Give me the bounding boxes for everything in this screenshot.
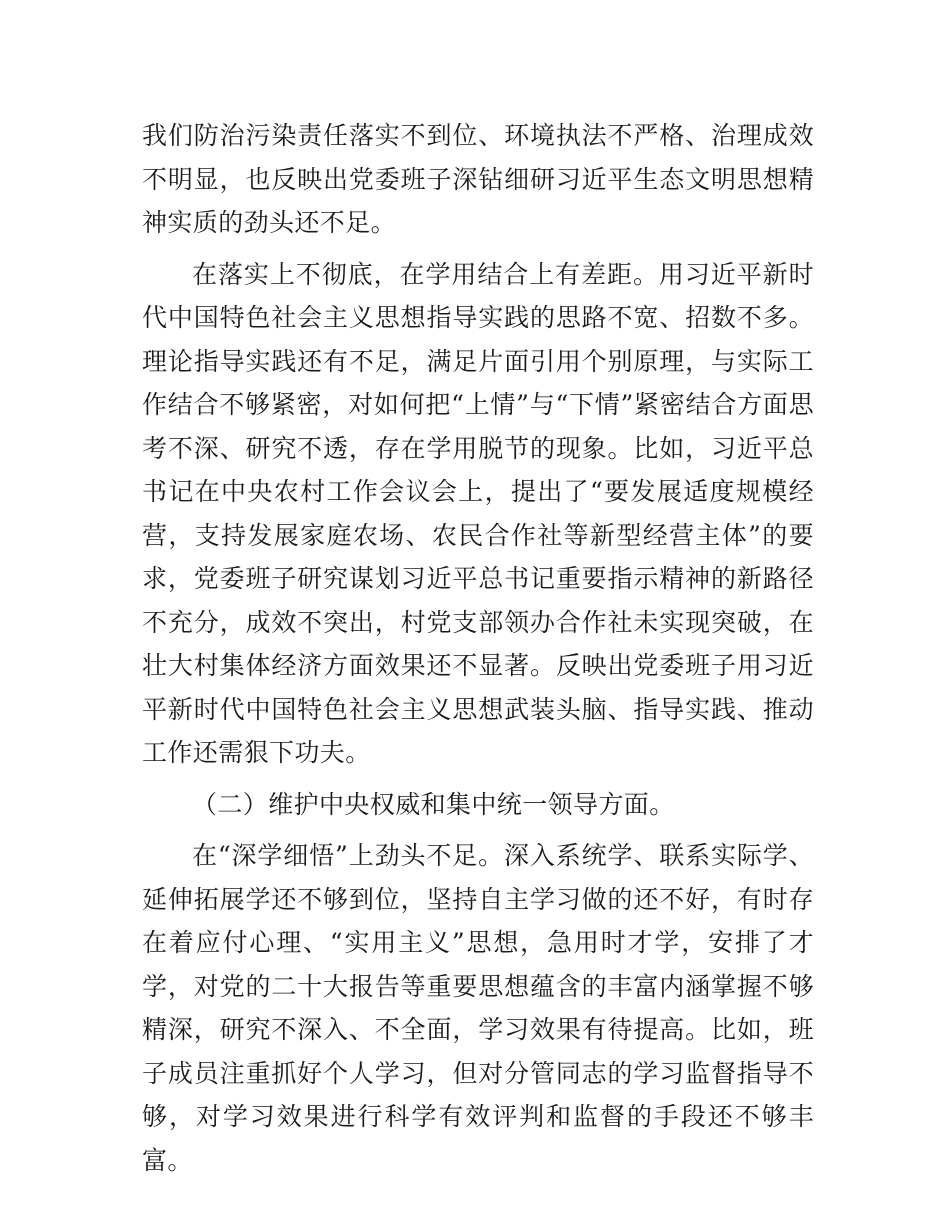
paragraph-study-deficiency: 在“深学细悟”上劲头不足。深入系统学、联系实际学、延伸拓展学还不够到位，坚持自主学习做的还不好，有时存在着应付心理、“实用主义”思想，急用时才学，安排了才学，对党的二十大报告等重要思想蕴含的丰富内涵掌握不够精深，研究不深入、不全面，学习效果有待提高。比如，班子成员注重抓好个人学习，但对分管同志的学习监督指导不够，对学习效果进行科学有效评判和监督的手段还不够丰富。 [142,841,814,1175]
paragraph-practice-gap: 在落实上不彻底，在学用结合上有差距。用习近平新时代中国特色社会主义思想指导实践的思路不宽、招数不多。理论指导实践还有不足，满足片面引用个别原理，与实际工作结合不够紧密，对如何把“上情”与“下情”紧密结合方面思考不深、研究不透，存在学用脱节的现象。比如，习近平总书记在中央农村工作会议会上，提出了“要发展适度规模经营，支持发展家庭农场、农民合作社等新型经营主体”的要求，党委班子研究谋划习近平总书记重要指示精神的新路径不充分，成效不突出，村党支部领办合作社未实现突破，在壮大村集体经济方面效果还不显著。反映出党委班子用习近平新时代中国特色社会主义思想武装头脑、指导实践、推动工作还需狠下功夫。 [142,259,814,767]
section-heading-2: （二）维护中央权威和集中统一领导方面。 [192,789,675,819]
paragraph-continuation: 我们防治污染责任落实不到位、环境执法不严格、治理成效不明显，也反映出党委班子深钻细研习近平生态文明思想精神实质的劲头还不足。 [142,121,814,237]
document-body [142,114,814,1190]
